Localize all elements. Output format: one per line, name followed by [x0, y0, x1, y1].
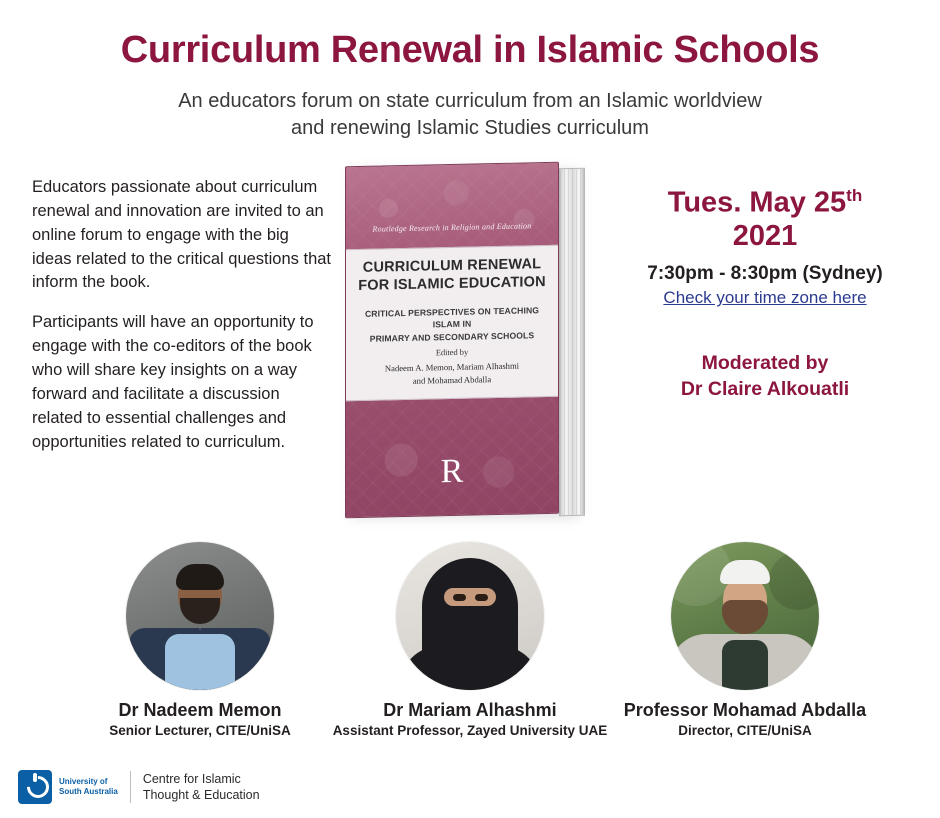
avatar-beard: [180, 598, 220, 624]
avatar: [396, 542, 544, 690]
event-year: 2021: [732, 219, 798, 252]
page-subtitle: [90, 88, 850, 142]
event-date: [610, 186, 920, 220]
moderator-name: Dr Claire Alkouatli: [680, 378, 850, 401]
speaker-role: Assistant Professor, Zayed University UAE: [332, 723, 608, 738]
book-subtitle-line-2: PRIMARY AND SECONDARY SCHOOLS: [369, 329, 535, 344]
speaker-name: Dr Nadeem Memon: [118, 700, 282, 720]
speaker-role: Director, CITE/UniSA: [678, 723, 812, 738]
page-title: Curriculum Renewal in Islamic Schools: [120, 29, 820, 71]
speaker-card: [595, 542, 895, 738]
page-subtitle-line-2: and renewing Islamic Studies curriculum: [291, 116, 649, 139]
speaker-name: Professor Mohamad Abdalla: [623, 700, 867, 720]
book-title-line-2: FOR ISLAMIC EDUCATION: [358, 273, 546, 294]
avatar-kufi-cap: [720, 560, 770, 584]
avatar-inner-shirt: [722, 640, 768, 690]
book-subtitle-line-1: CRITICAL PERSPECTIVES ON TEACHING ISLAM IN: [364, 304, 540, 330]
timezone-link[interactable]: Check your time zone here: [663, 288, 867, 308]
speaker-card: [320, 542, 620, 738]
event-details: [610, 186, 920, 403]
description-paragraph-2: Participants will have an opportunity to engage with the co-editors of the book who will share key insights on a way forward and facilitate a discussion related to essential challenges and opportunities related to curriculum.: [32, 313, 314, 452]
speakers-section: [0, 542, 940, 752]
book-pages-edge: [559, 168, 585, 517]
book-cover-image: [345, 160, 595, 530]
speaker-role: Senior Lecturer, CITE/UniSA: [109, 723, 291, 738]
book-front-cover: [345, 162, 559, 518]
book-title: [356, 255, 548, 295]
avatar-foliage-right: [769, 552, 819, 610]
description-block: [32, 176, 332, 471]
event-date-text: Tues. May 25: [667, 186, 847, 219]
main-content: [0, 160, 940, 520]
description-paragraph-1: Educators passionate about curriculum renewal and innovation are invited to an online forum to engage with the big ideas related to the critical questions that inform the book.: [32, 177, 332, 292]
book-editors-line-1: Nadeem A. Memon, Mariam Alhashmi: [384, 360, 520, 374]
unisa-wordmark: [59, 777, 118, 797]
cite-line-1: Centre for Islamic: [142, 771, 241, 786]
book-series-label: Routledge Research in Religion and Education: [372, 221, 532, 234]
unisa-logo-icon: [18, 770, 52, 804]
avatar: [671, 542, 819, 690]
speaker-card: [50, 542, 350, 738]
avatar-eye-right: [475, 594, 488, 601]
book-editors: [356, 359, 548, 389]
footer-logos: [18, 770, 260, 804]
event-time: 7:30pm - 8:30pm (Sydney): [647, 263, 883, 285]
routledge-logo-icon: R: [440, 452, 464, 491]
speaker-name: Dr Mariam Alhashmi: [383, 700, 557, 720]
avatar-hair: [176, 564, 224, 590]
event-date-ordinal: th: [846, 185, 863, 205]
avatar-beard: [722, 600, 768, 634]
book-edited-label: Edited by: [435, 347, 469, 358]
page-subtitle-line-1: An educators forum on state curriculum from an Islamic worldview: [178, 89, 762, 112]
footer-divider: [130, 771, 131, 803]
avatar: [126, 542, 274, 690]
book-subtitle: [360, 304, 544, 345]
cite-wordmark: [143, 771, 260, 804]
book-editors-line-2: and Mohamad Abdalla: [412, 373, 492, 386]
moderator-block: [610, 350, 920, 403]
moderator-label: Moderated by: [701, 352, 829, 375]
unisa-line-2: South Australia: [59, 787, 118, 796]
unisa-line-1: University of: [59, 777, 108, 786]
cite-line-2: Thought & Education: [142, 788, 260, 802]
avatar-eye-left: [453, 594, 466, 601]
book-title-line-1: CURRICULUM RENEWAL: [362, 255, 542, 276]
avatar-face-opening: [444, 588, 496, 606]
avatar-niqab: [422, 558, 518, 690]
avatar-shirt: [165, 634, 235, 690]
